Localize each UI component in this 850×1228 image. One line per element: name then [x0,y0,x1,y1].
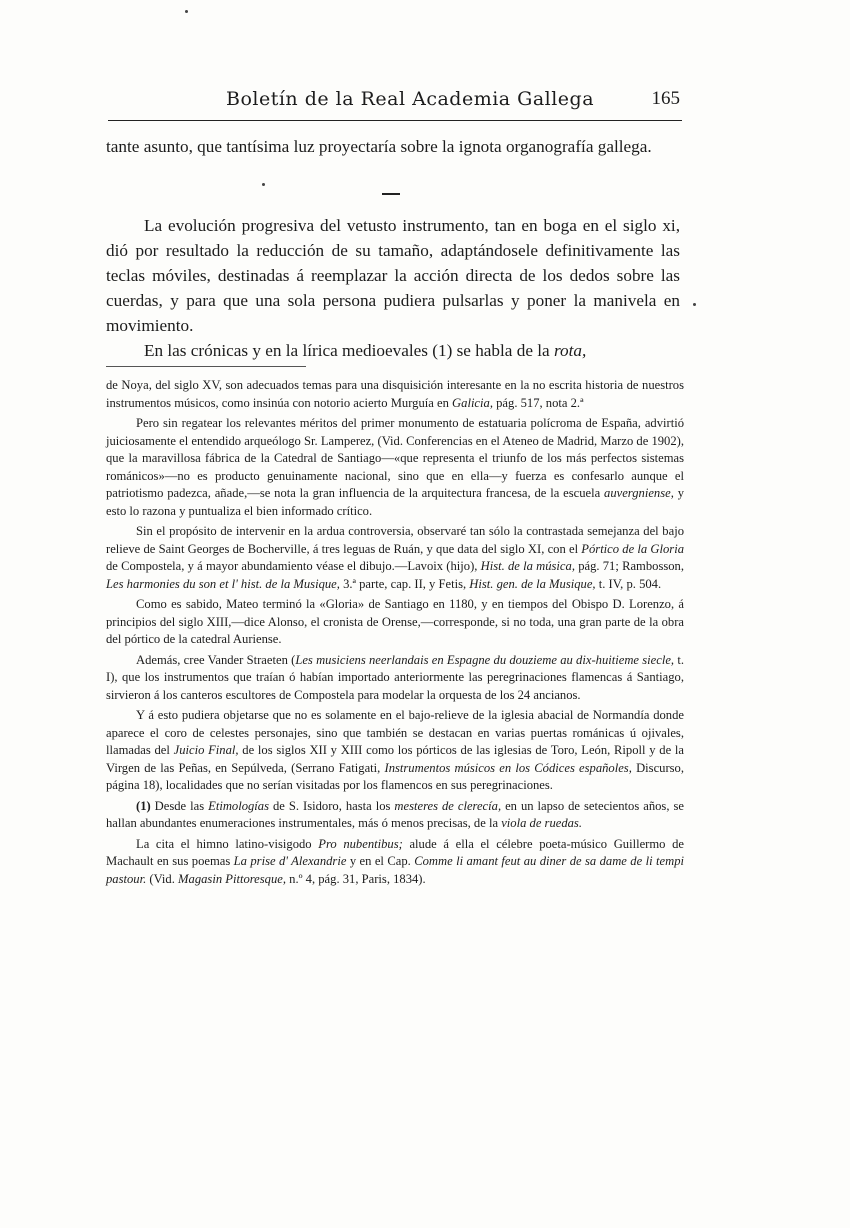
note-continuation: de Noya, del siglo XV, son adecuados temas para una disquisición interesante en la no escrita historia de nuestros instrumentos músicos, como insinúa con notorio acierto Murguía en Galicia, pág. 517, nota 2.ª [106,378,684,410]
scan-speck [693,303,696,306]
footnote-separator [106,366,306,367]
main-text-top [106,134,680,159]
scan-speck [185,10,188,13]
paragraph-continuation: tante asunto, que tantísima luz proyectaría sobre la ignota organografía gallega. [106,137,652,156]
note-paragraph: Y á esto pudiera objetarse que no es solamente en el bajo-relieve de la iglesia abacial de Normandía donde aparece el coro de celestes personajes, sino que también se destacan en varias puertas románicas ú ojivales, llamadas del Juicio Final, de los siglos XII y XIII como los pórticos de las iglesias de Toro, León, Ripoll y de la Virgen de las Peñas, en Sepúlveda, (Serrano Fatigati, Instrumentos músicos en los Códices españoles, Discurso, página 18), localidades que no serían visitadas por los flamencos en sus peregrinaciones. [106,708,685,792]
section-break [382,193,400,195]
italic-term: rota, [553,341,587,360]
note-paragraph: Pero sin regatear los relevantes méritos del primer monumento de estatuaria polícroma de España, advirtió juiciosamente el entendido arqueólogo Sr. Lamperez, (Vid. Conferencias en el Ateneo de Madrid, Marzo de 1902), que la maravillosa fábrica de la Catedral de Santiago—«que representa el triunfo de los más perfectos sistemas románicos»—no es producto genuinamente nacional, sino que en ella—y fuerza es confesarlo aunque el patriotismo padezca, añade,—se nota la gran influencia de la arquitectura francesa, de la escuela auvergniense, y esto lo razona y puntualiza el bien informado crítico. [106,416,684,518]
scan-speck [262,183,265,186]
paragraph-evolution: La evolución progresiva del vetusto instrumento, tan en boga en el siglo xi, dió por resultado la reducción de su tamaño, adaptándosele definitivamente las teclas móviles, destinadas á reemplazar la acción directa de los dedos sobre las cuerdas, y para que una sola persona pudiera pulsarlas y poner la manivela en movimiento. [106,216,680,335]
footnotes [106,377,684,891]
footnote-marker: (1) [136,798,151,813]
page-number: 165 [651,88,680,109]
footnote-1: (1) Desde las Etimologías de S. Isidoro, hasta los mesteres de clerecía, en un lapso de setecientos años, se hallan abundantes enumeraciones instrumentales, más ó menos precisas, de la viola de ruedas. [106,798,684,830]
note-paragraph: Además, cree Vander Straeten (Les musiciens neerlandais en Espagne du douzieme au dix-huitieme siecle, t. I), que los instrumentos que traían ó habían importado anteriormente las peregrinaciones flamencas á Santiago, sirvieron á los canteros escultores de Compostela para modelar la orquesta de los 24 ancianos. [106,652,685,702]
note-paragraph: La cita el himno latino-visigodo Pro nubentibus; alude á ella el célebre poeta-músico Guillermo de Machault en sus poemas La prise d' Alexandrie y en el Cap. Comme li amant feut au diner de sa dame de li tempi pastour. (Vid. Magasin Pittoresque, n.º 4, pág. 31, Paris, 1834). [106,836,684,886]
note-paragraph: Sin el propósito de intervenir en la ardua controversia, observaré tan sólo la contrastada semejanza del bajo relieve de Saint Georges de Bocherville, á tres leguas de Ruán, y que data del siglo XI, con el Pórtico de la Gloria de Compostela, y á mayor abundamiento véase el dibujo.—Lavoix (hijo), Hist. de la música, pág. 71; Rambosson, Les harmonies du son et l' hist. de la Musique, 3.ª parte, cap. II, y Fetis, Hist. gen. de la Musique, t. IV, p. 504. [106,524,684,591]
main-text-body [106,213,680,363]
journal-title: Boletín de la Real Academia Gallega [226,88,595,110]
note-paragraph: Como es sabido, Mateo terminó la «Gloria» de Santiago en 1180, y en tiempos del Obispo D. Lorenzo, á principios del siglo XIII,—dice Alonso, el cronista de Orense,—corresponde, si no toda, una gran parte de la obra del pórtico de la catedral Auriense. [106,597,684,646]
running-header [108,86,682,121]
paragraph-cronicas: En las crónicas y en la lírica medioevales (1) se habla de la rota, [144,341,587,360]
